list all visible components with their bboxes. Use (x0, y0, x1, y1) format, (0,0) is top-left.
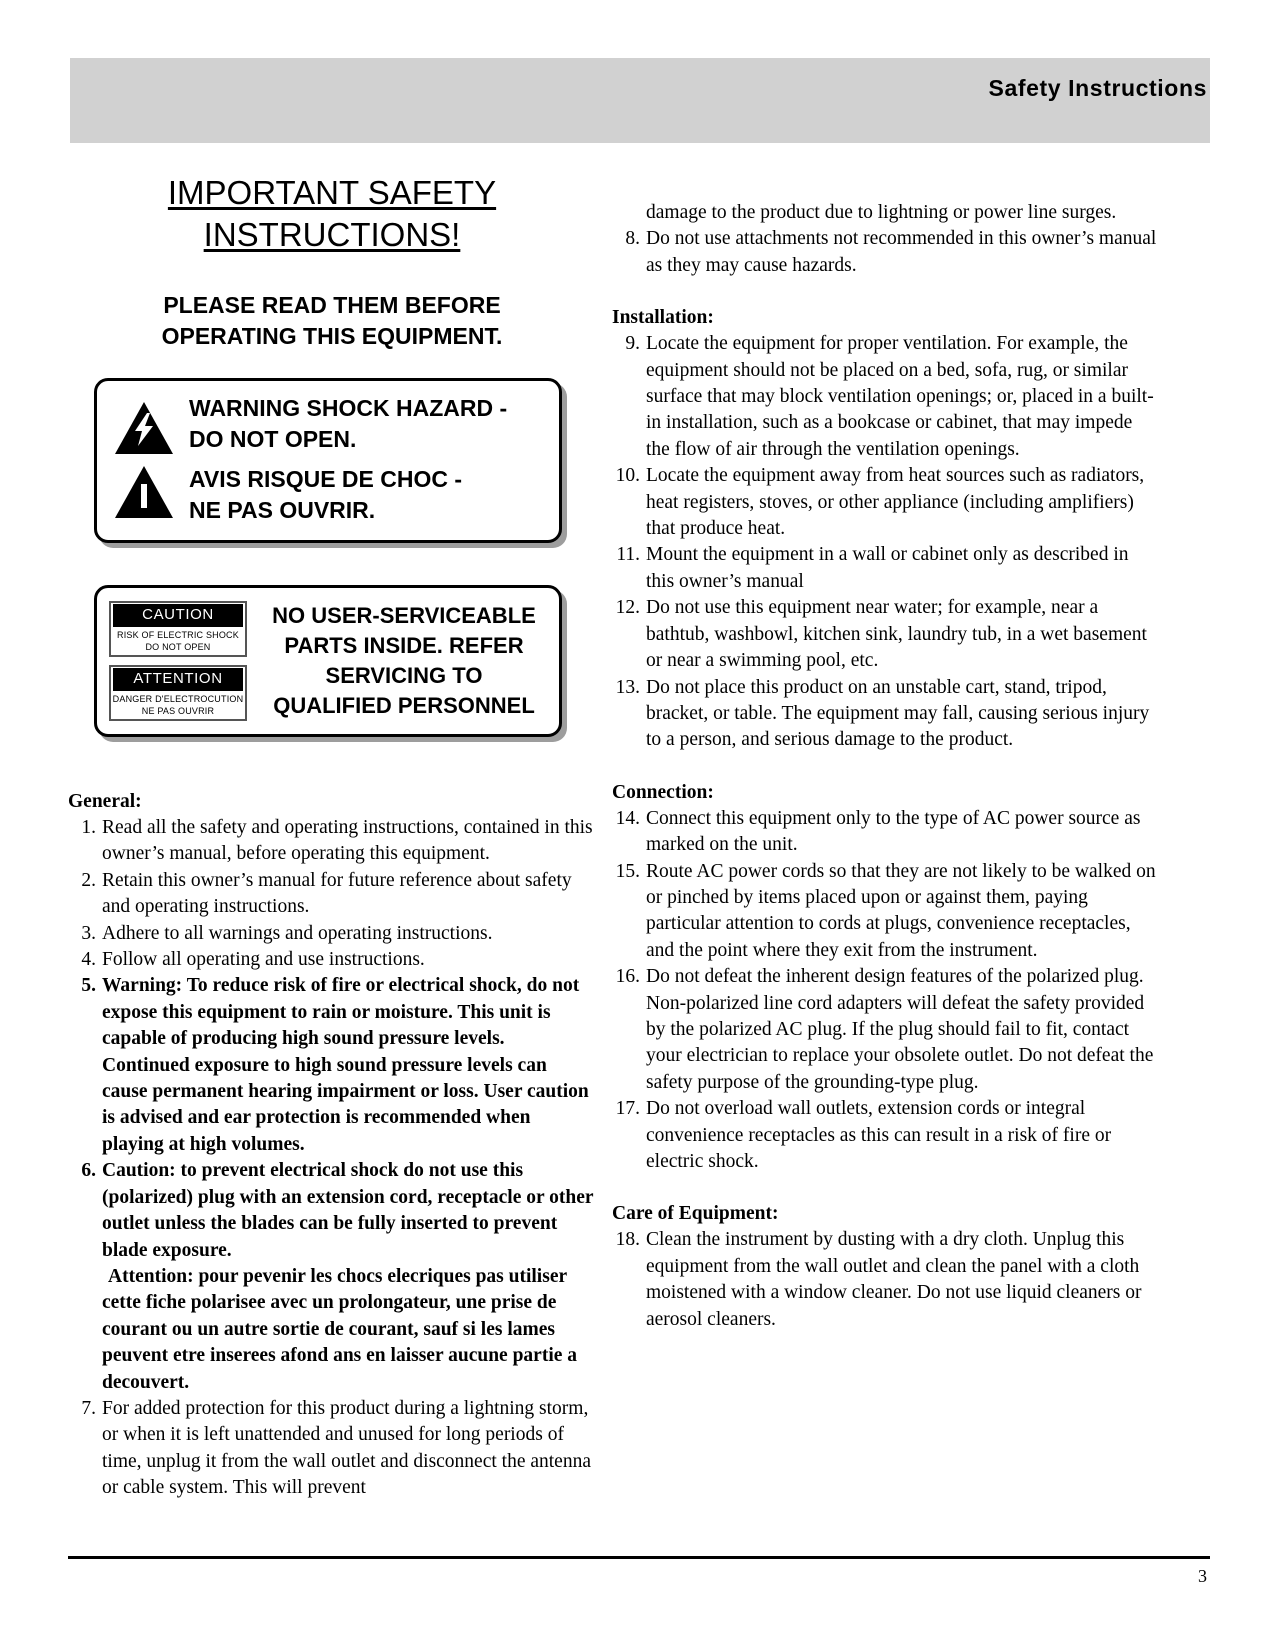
caution-text-line-4: QUALIFIED PERSONNEL (273, 693, 535, 718)
list-item-text: Warning: To reduce risk of fire or electrical shock, do not expose this equipment to rain or moisture. This unit is capable of producing high sound pressure levels. Continued exposure to high sound pressure levels can cause permanent hearing impairment or loss. User caution is advised and ear protection is recommended when playing at high volumes. (102, 975, 589, 1155)
document-title (68, 172, 596, 256)
list-item-number: 16. (615, 966, 640, 988)
warning-icon-group (113, 400, 175, 520)
list-item (68, 921, 596, 947)
list-item-text: Do not use this equipment near water; for example, near a bathtub, washbowl, kitchen sink, laundry tub, in a wet basement or near a swimming pool, etc. (646, 597, 1147, 672)
care-item-list (612, 1227, 1160, 1333)
list-item (68, 947, 596, 973)
list-item-number: 18. (615, 1229, 640, 1251)
list-item-number: 1. (81, 817, 96, 838)
list-item (612, 595, 1160, 674)
list-item-number: 3. (81, 922, 96, 944)
general-item-list-continued (612, 200, 1160, 279)
no-user-serviceable-parts-panel (94, 585, 562, 737)
caution-label-bar: CAUTION (113, 604, 243, 627)
lightning-bolt-triangle-icon (113, 400, 175, 456)
warning-line-3: AVIS RISQUE DE CHOC - (189, 466, 463, 492)
list-item-text: Read all the safety and operating instructions, contained in this owner’s manual, before operating this equipment. (102, 817, 593, 865)
list-item-number: 14. (615, 807, 640, 829)
list-item-number: 13. (615, 676, 640, 698)
list-item-number: 7. (81, 1397, 96, 1419)
section-heading-connection: Connection: (612, 781, 714, 803)
attention-label-line-1: DANGER D'ELECTROCUTION (112, 694, 244, 704)
list-item (612, 806, 1160, 859)
list-item-text: Route AC power cords so that they are not likely to be walked on or pinched by items placed upon or against them, paying particular attention to cords at plugs, convenience receptacles, and the point where they exit from the instrument. (646, 860, 1156, 961)
document-title-line-1: IMPORTANT SAFETY (167, 174, 497, 211)
list-item-text: Clean the instrument by dusting with a dry cloth. Unplug this equipment from the wall outlet and clean the panel with a cloth moistened with a window cleaner. Do not use liquid cleaners or aerosol cleaners. (646, 1229, 1142, 1330)
list-item-text: Caution: to prevent electrical shock do not use this (polarized) plug with an extension cord, receptacle or other outlet unless the blades can be fully inserted to prevent blade exposure. (102, 1160, 594, 1261)
list-item-number: 11. (616, 544, 640, 566)
list-item-text: Do not defeat the inherent design features of the polarized plug. Non-polarized line cord adapters will defeat the safety provided by the polarized AC plug. If the plug should fail to fit, contact your electrician to replace your obsolete outlet. Do not defeat the safety purpose of the grounding-type plug. (646, 966, 1154, 1093)
list-item (68, 973, 596, 1158)
list-item (612, 200, 1160, 226)
list-item-text: Mount the equipment in a wall or cabinet only as described in this owner’s manual (646, 544, 1129, 592)
caution-label-line-2: DO NOT OPEN (145, 642, 211, 652)
list-item-number: 10. (615, 465, 640, 487)
list-item (612, 463, 1160, 542)
list-item-text: For added protection for this product during a lightning storm, or when it is left unattended and unused for long periods of time, unplug it from the wall outlet and disconnect the antenna or cable system. This will prevent (102, 1397, 591, 1499)
caution-label-group (109, 601, 247, 721)
footer-divider (68, 1556, 1210, 1559)
list-item (612, 1227, 1160, 1333)
list-item (68, 1396, 596, 1502)
document-title-line-2: INSTRUCTIONS! (203, 216, 461, 253)
document-subtitle (68, 290, 596, 352)
attention-label-line-2: NE PAS OUVRIR (141, 706, 215, 716)
list-item-number: 6. (81, 1160, 96, 1182)
list-item-number: 8. (625, 228, 640, 250)
list-item (612, 964, 1160, 1096)
exclamation-triangle-icon (113, 464, 175, 520)
list-item (68, 1158, 596, 1396)
document-subtitle-line-1: PLEASE READ THEM BEFORE (163, 292, 501, 318)
list-item-text: Do not use attachments not recommended in this owner’s manual as they may cause hazards. (646, 228, 1157, 276)
list-item-number: 17. (615, 1098, 640, 1120)
connection-item-list (612, 806, 1160, 1176)
list-item-number: 9. (625, 333, 640, 355)
page-header-title: Safety Instructions (988, 75, 1207, 101)
attention-label-french (109, 665, 247, 721)
document-subtitle-line-2: OPERATING THIS EQUIPMENT. (161, 323, 503, 349)
list-item-subtext: Attention: pour pevenir les chocs elecriques pas utiliser cette fiche polarisee avec un prolongateur, une prise de courant ou un autre sortie de courant, sauf si les lames peuvent etre inserees afond ans en laisser aucune partie a decouvert. (102, 1265, 578, 1393)
list-item-text: Retain this owner’s manual for future reference about safety and operating instructions. (102, 869, 572, 918)
attention-label-bar: ATTENTION (113, 668, 243, 691)
warning-line-2: DO NOT OPEN. (189, 426, 357, 452)
caution-panel-text (257, 601, 551, 721)
caution-text-line-1: NO USER-SERVICEABLE (272, 603, 536, 628)
list-item-text: Do not place this product on an unstable cart, stand, tripod, bracket, or table. The equipment may fall, causing serious injury to a person, and serious damage to the product. (646, 676, 1150, 751)
page-number: 3 (1198, 1566, 1207, 1586)
list-item-text: Locate the equipment for proper ventilation. For example, the equipment should not be placed on a bed, sofa, rug, or similar surface that may block ventilation openings; or, placed in a built-in installation, such as a bookcase or cabinet, that may impede the flow of air through the ventilation openings. (646, 333, 1154, 460)
list-item-number: 2. (81, 869, 96, 891)
list-item (612, 331, 1160, 463)
list-item-number: 5. (81, 975, 96, 997)
list-item (68, 815, 596, 868)
caution-text-line-3: SERVICING TO (325, 663, 483, 688)
list-item-text: Connect this equipment only to the type of AC power source as marked on the unit. (646, 807, 1141, 856)
caution-label-line-1: RISK OF ELECTRIC SHOCK (117, 630, 239, 640)
list-item-text: damage to the product due to lightning or power line surges. (646, 202, 1117, 223)
list-item-text: Locate the equipment away from heat sources such as radiators, heat registers, stoves, or other appliance (including amplifiers) that produce heat. (646, 465, 1145, 540)
list-item-number: 4. (81, 949, 96, 971)
list-item-text: Follow all operating and use instructions. (102, 949, 425, 971)
warning-line-4: NE PAS OUVRIR. (189, 497, 376, 523)
section-heading-care: Care of Equipment: (612, 1203, 779, 1225)
warning-shock-hazard-panel (94, 378, 562, 543)
left-column (68, 172, 596, 1502)
section-heading-installation: Installation: (612, 307, 714, 329)
caution-text-line-2: PARTS INSIDE. REFER (284, 633, 524, 658)
list-item (612, 675, 1160, 754)
installation-section (612, 305, 1160, 754)
list-item (612, 542, 1160, 595)
warning-panel-text (189, 393, 507, 526)
list-item-number: 15. (615, 860, 640, 882)
list-item-text: Do not overload wall outlets, extension cords or integral convenience receptacles as this can result in a risk of fire or electric shock. (646, 1098, 1112, 1172)
caution-label-english (109, 601, 247, 657)
list-item (612, 1096, 1160, 1175)
care-section (612, 1201, 1160, 1333)
general-item-list (68, 815, 596, 1502)
warning-line-1: WARNING SHOCK HAZARD - (189, 395, 508, 421)
section-heading-general: General: (68, 791, 142, 812)
general-section (68, 789, 596, 1502)
list-item-number: 12. (615, 597, 640, 619)
list-item (68, 868, 596, 921)
list-item (612, 859, 1160, 965)
right-column (612, 200, 1160, 1333)
installation-item-list (612, 331, 1160, 754)
connection-section (612, 780, 1160, 1176)
list-item-text: Adhere to all warnings and operating instructions. (102, 922, 493, 944)
list-item (612, 226, 1160, 279)
